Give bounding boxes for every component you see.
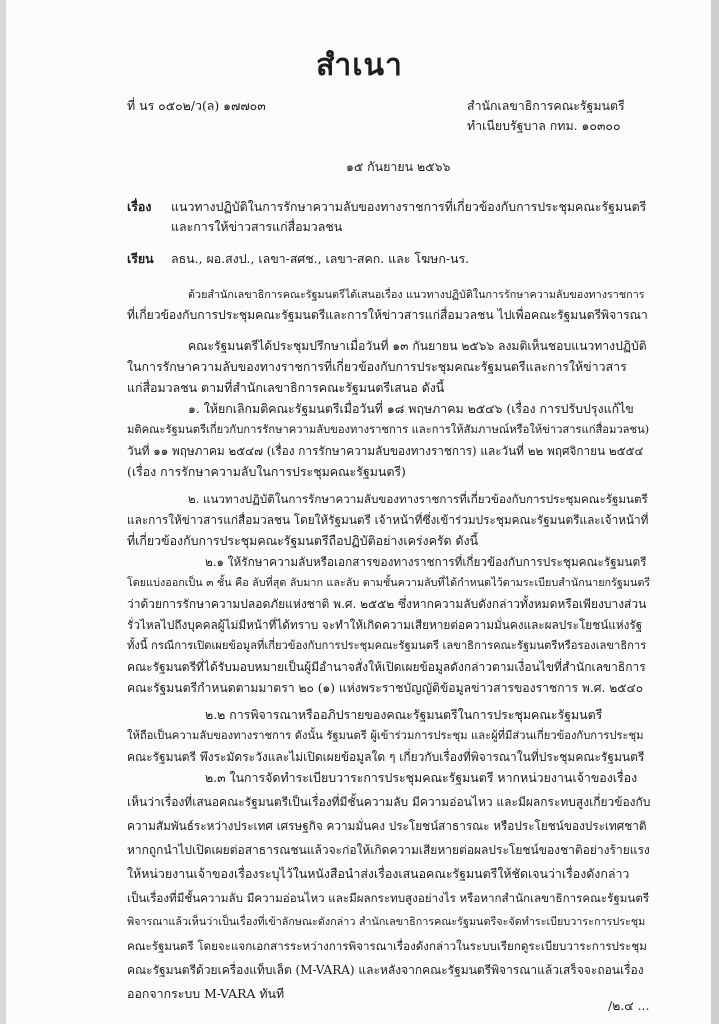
organization-name: สำนักเลขาธิการคณะรัฐมนตรี <box>467 98 625 113</box>
body-line: คณะรัฐมนตรีกำหนดตามมาตรา ๒๐ (๑) แห่งพระราชบัญญัติข้อมูลข่าวสารของราชการ พ.ศ. ๒๕๔๐ <box>127 681 644 695</box>
body-line: วันที่ ๑๑ พฤษภาคม ๒๕๔๗ (เรื่อง การรักษาความลับของทางราชการ) และวันที่ ๒๒ พฤศจิกายน ๒๕๕๔ <box>127 444 644 458</box>
body-line: ๒.๒ การพิจารณาหรืออภิปรายของคณะรัฐมนตรีในการประชุมคณะรัฐมนตรี <box>205 707 603 722</box>
body-line: ออกจากระบบ M-VARA ทันที <box>127 986 285 1001</box>
body-line: เป็นเรื่องที่มีชั้นความลับ มีความอ่อนไหว และมีผลกระทบสูงอย่างไร หรือหากสำนักเลขาธิการคณะรัฐมนตรี <box>127 891 650 905</box>
body-line: ๑. ให้ยกเลิกมติคณะรัฐมนตรีเมื่อวันที่ ๑๘ พฤษภาคม ๒๕๔๖ (เรื่อง การปรับปรุงแก้ไข <box>188 401 634 416</box>
body-line: และการให้ข่าวสารแก่สื่อมวลชน โดยให้รัฐมนตรี เจ้าหน้าที่ซึ่งเข้าร่วมประชุมคณะรัฐมนตรีและเจ้าหน้าที่ <box>127 513 649 527</box>
subject-line-1: แนวทางปฏิบัติในการรักษาความลับของทางราชการที่เกี่ยวข้องกับการประชุมคณะรัฐมนตรี <box>171 199 647 214</box>
body-line: หากถูกนำไปเปิดเผยต่อสาธารณชนแล้วจะก่อให้เกิดความเสียหายต่อผลประโยชน์ของชาติอย่างร้ายแรง <box>127 843 650 857</box>
document-title: สำเนา <box>316 48 403 83</box>
body-line: แก่สื่อมวลชน ตามที่สำนักเลขาธิการคณะรัฐมนตรีเสนอ ดังนี้ <box>127 380 445 395</box>
body-line: คณะรัฐมนตรีที่ได้รับมอบหมายเป็นผู้มีอำนาจสั่งให้เปิดเผยข้อมูลดังกล่าวตามเงื่อนไขที่สำนักเลขาธิการ <box>127 660 646 674</box>
recipient-text: ลธน., ผอ.สงป., เลขา-สศช., เลขา-สคก. และ โฆษก-นร. <box>171 251 470 266</box>
body-line: ให้ถือเป็นความลับของทางราชการ ดังนั้น รัฐมนตรี ผู้เข้าร่วมการประชุม และผู้ที่มีส่วนเกี่ยวข้องกับการประชุม <box>127 729 644 742</box>
body-line: คณะรัฐมนตรี โดยจะแจกเอกสารระหว่างการพิจารณาเรื่องดังกล่าวในระบบเรียกดูระเบียบวาระการประชุม <box>127 939 647 953</box>
body-line: โดยแบ่งออกเป็น ๓ ชั้น คือ ลับที่สุด ลับมาก และลับ ตามชั้นความลับที่ได้กำหนดไว้ตามระเบียบสำนักนายกรัฐมนตรี <box>127 576 651 589</box>
body-line: เห็นว่าเรื่องที่เสนอคณะรัฐมนตรีเป็นเรื่องที่มีชั้นความลับ มีความอ่อนไหว และมีผลกระทบสูงเกี่ยวข้องกับ <box>127 795 651 809</box>
body-line: ๒. แนวทางปฏิบัติในการรักษาความลับของทางราชการที่เกี่ยวข้องกับการประชุมคณะรัฐมนตรี <box>188 492 648 506</box>
organization-address: ทำเนียบรัฐบาล กทม. ๑๐๓๐๐ <box>467 118 621 133</box>
body-line: ด้วยสำนักเลขาธิการคณะรัฐมนตรีได้เสนอเรื่อง แนวทางปฏิบัติในการรักษาความลับของทางราชการ <box>188 288 645 301</box>
recipient-label: เรียน <box>127 251 154 266</box>
body-line: มติคณะรัฐมนตรีเกี่ยวกับการรักษาความลับของทางราชการ และการให้สัมภาษณ์หรือให้ข่าวสารแก่สื่อมวลชน) <box>127 423 650 436</box>
body-line: ที่เกี่ยวข้องกับการประชุมคณะรัฐมนตรีและการให้ข่าวสารแก่สื่อมวลชน ไปเพื่อคณะรัฐมนตรีพิจารณา <box>127 308 648 322</box>
body-line: ว่าด้วยการรักษาความปลอดภัยแห่งชาติ พ.ศ. ๒๕๕๒ ซึ่งหากความลับดังกล่าวทั้งหมดหรือเพียงบางส่วน <box>127 597 647 611</box>
document-date: ๑๕ กันยายน ๒๕๖๖ <box>346 159 451 174</box>
page-right-edge <box>711 0 719 1024</box>
body-line: ที่เกี่ยวข้องกับการประชุมคณะรัฐมนตรีถือปฏิบัติอย่างเคร่งครัด ดังนี้ <box>127 533 479 548</box>
body-line: (เรื่อง การรักษาความลับในการประชุมคณะรัฐมนตรี) <box>127 464 406 479</box>
body-line: รั่วไหลไปถึงบุคคลผู้ไม่มีหน้าที่ได้ทราบ จะทำให้เกิดความเสียหายต่อความมั่นคงและผลประโยชน์แห่งรัฐ <box>127 618 643 632</box>
body-line: คณะรัฐมนตรีได้ประชุมปรึกษาเมื่อวันที่ ๑๓ กันยายน ๒๕๖๖ ลงมติเห็นชอบแนวทางปฏิบัติ <box>188 339 647 353</box>
body-line: พิจารณาแล้วเห็นว่าเป็นเรื่องที่เข้าลักษณะดังกล่าว สำนักเลขาธิการคณะรัฐมนตรีจะจัดทำระเบียบวาระการประชุม <box>127 915 646 928</box>
body-line: ๒.๑ ให้รักษาความลับหรือเอกสารของทางราชการที่เกี่ยวข้องกับการประชุมคณะรัฐมนตรี <box>205 555 647 569</box>
continuation-marker: /๒.๔ ... <box>608 998 650 1013</box>
body-line: ๒.๓ ในการจัดทำระเบียบวาระการประชุมคณะรัฐมนตรี หากหน่วยงานเจ้าของเรื่อง <box>205 770 638 785</box>
page-left-edge <box>0 0 6 1024</box>
body-line: คณะรัฐมนตรีด้วยเครื่องแท็บเล็ต (M-VARA) และหลังจากคณะรัฐมนตรีพิจารณาแล้วเสร็จจะถอนเรื่อง <box>127 963 644 977</box>
body-line: ความสัมพันธ์ระหว่างประเทศ เศรษฐกิจ ความมั่นคง ประโยชน์สาธารณะ หรือประโยชน์ของประเทศชาติ <box>127 819 647 833</box>
body-line: ในการรักษาความลับของทางราชการที่เกี่ยวข้องกับการประชุมคณะรัฐมนตรีและการให้ข่าวสาร <box>127 359 627 374</box>
body-line: ให้หน่วยงานเจ้าของเรื่องระบุไว้ในหนังสือนำส่งเรื่องเสนอคณะรัฐมนตรีให้ชัดเจนว่าเรื่องดังกล่าว <box>127 866 630 881</box>
reference-number: ที่ นร ๐๕๐๒/ว(ล) ๑๗๗๐๓ <box>127 98 266 113</box>
body-line: ทั้งนี้ กรณีการเปิดเผยข้อมูลที่เกี่ยวข้องกับการประชุมคณะรัฐมนตรี เลขาธิการคณะรัฐมนตรีหรือรองเลขาธิการ <box>127 639 647 652</box>
subject-label: เรื่อง <box>127 199 152 214</box>
body-line: คณะรัฐมนตรี พึงระมัดระวังและไม่เปิดเผยข้อมูลใด ๆ เกี่ยวกับเรื่องที่พิจารณาในที่ประชุมคณะรัฐมนตรี <box>127 750 645 764</box>
subject-line-2: และการให้ข่าวสารแก่สื่อมวลชน <box>171 219 343 234</box>
